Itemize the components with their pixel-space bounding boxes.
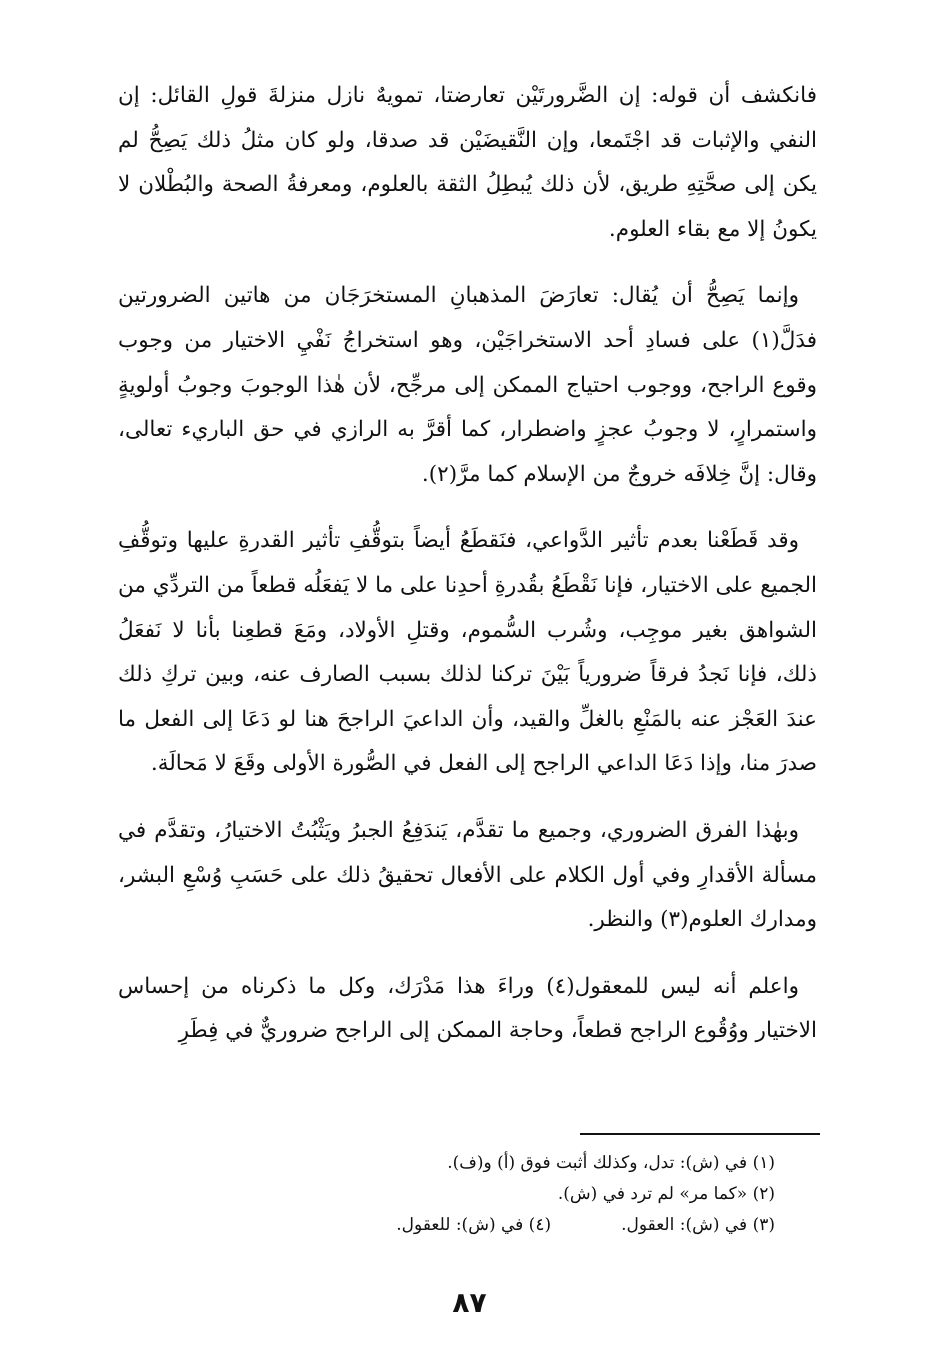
page-number: ٨٧ xyxy=(452,1286,487,1319)
footnote-divider xyxy=(580,1133,820,1135)
body-text xyxy=(118,74,817,1076)
footnote-row xyxy=(118,1210,775,1241)
footnote-2: (٢) «كما مر» لم ترد في (ش). xyxy=(557,1184,775,1204)
paragraph-2: وإنما يَصِحُّ أن يُقال: تعارَضَ المذهبانِ المستخرَجَان من هاتين الضرورتين فدَلَّ(١) على فسادِ أحد الاستخراجَيْن، وهو استخراجُ نَفْيِ الاختيار من وجوب وقوع الراجح، ووجوب احتياج الممكن إلى مرجِّح، لأن هٰذا الوجوبَ وجوبُ أولويةٍ واستمرارٍ، لا وجوبُ عجزٍ واضطرار، كما أقرَّ به الرازي في حق الباريء تعالى، وقال: إنَّ خِلافَه خروجٌ من الإسلام كما مرَّ(٢). xyxy=(118,283,817,487)
footnote-1: (١) في (ش): تدل، وكذلك أثبت فوق (أ) و(ف). xyxy=(447,1153,775,1173)
paragraph-1: فانكشف أن قوله: إن الضَّرورتَيْن تعارضتا، تمويهٌ نازل منزلةَ قولِ القائل: إن النفي والإثبات قد اجْتَمعا، وإن النَّقيضَيْن قد صدقا، ولو كان مثلُ ذلك يَصِحُّ لم يكن إلى صحَّتِهِ طريق، لأن ذلك يُبطِلُ الثقة بالعلوم، ومعرفةُ الصحة والبُطْلان لا يكونُ إلا مع بقاء العلوم. xyxy=(118,83,817,242)
paragraph-3: وقد قَطَعْنا بعدم تأثير الدَّواعي، فنَقطَعُ أيضاً بتوقُّفِ تأثير القدرةِ عليها وتوقُّفِ الجميع على الاختيار، فإنا نَقْطَعُ بقُدرةِ أحدِنا على ما لا يَفعَلُه قطعاً من التردِّي من الشواهق بغير موجِب، وشُرب السُّموم، وقتلِ الأولاد، ومَعَ قطعِنا بأنا لا نَفعَلُ ذلك، فإنا نَجدُ فرقاً ضرورياً بَيْنَ تركنا لذلك بسبب الصارف عنه، وبين تركِ ذلك عندَ العَجْز عنه بالمَنْعِ بالغلِّ والقيد، وأن الداعيَ الراجحَ هنا لو دَعَا إلى الفعل ما صدرَ منا، وإذا دَعَا الداعي الراجح إلى الفعل في الصُّورة الأولى وقَعَ لا مَحالَة. xyxy=(118,528,817,777)
paragraph-5: واعلم أنه ليس للمعقول(٤) وراءَ هذا مَدْرَك، وكل ما ذكرناه من إحساس الاختيار ووُقُوع الراجح قطعاً، وحاجة الممكن إلى الراجح ضروريٌّ في فِطَرِ xyxy=(118,973,817,1044)
footnote-4: (٤) في (ش): للعقول. xyxy=(396,1215,552,1235)
footnote-3: (٣) في (ش): العقول. xyxy=(621,1215,775,1235)
footnotes xyxy=(118,1148,775,1241)
paragraph-4: وبهٰذا الفرق الضروري، وجميع ما تقدَّم، يَندَفِعُ الجبرُ ويَثْبُتُ الاختيارُ، وتقدَّم في مسألة الأقدارِ وفي أول الكلام على الأفعال تحقيقُ ذلك على حَسَبِ وُسْعِ البشر، ومدارك العلوم(٣) والنظر. xyxy=(118,817,817,933)
